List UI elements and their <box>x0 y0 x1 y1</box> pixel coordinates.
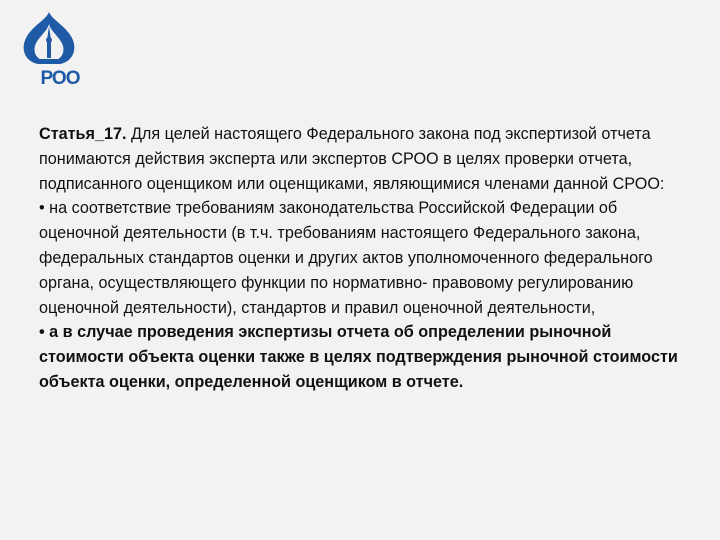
roo-logo <box>14 10 84 88</box>
article-text <box>39 122 699 395</box>
logo-text: РОО <box>40 68 80 89</box>
article-label: Статья_17. <box>39 125 127 143</box>
article-intro: Для целей настоящего Федерального закона под экспертизой отчета понимаются действия эксперта или экспертов СРОО в целях проверки отчета, подписанного оценщиком или оценщиками, являющимися членами данной СРОО: <box>39 125 665 193</box>
bullet-item-2: • а в случае проведения экспертизы отчета об определении рыночной стоимости объекта оценки также в целях подтверждения рыночной стоимости объекта оценки, определенной оценщиком в отчете. <box>39 323 678 391</box>
article-intro-paragraph <box>39 122 699 196</box>
bullet-item-1: • на соответствие требованиям законодательства Российской Федерации об оценочной деятельности (в т.ч. требованиям настоящего Федерального закона, федеральных стандартов оценки и других актов уполномоченного федерального органа, осуществляющего функции по нормативно- правовому регулированию оценочной деятельности), стандартов и правил оценочной деятельности, <box>39 199 653 317</box>
